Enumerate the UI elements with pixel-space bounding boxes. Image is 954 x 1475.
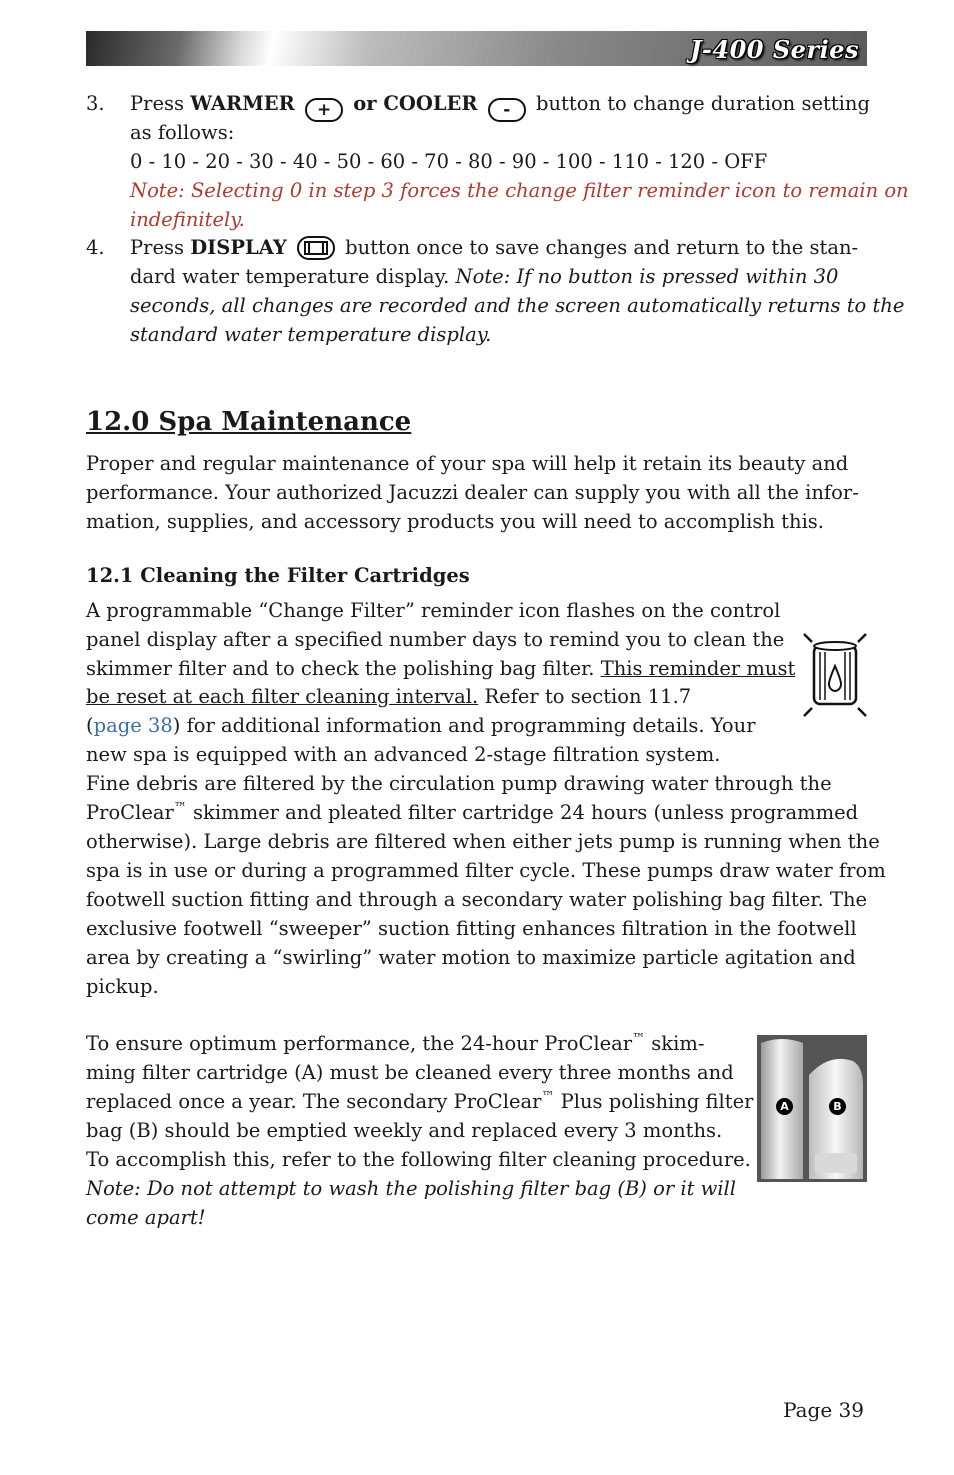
body-line: replaced once a year. The secondary ProClear™ Plus polishing filter bbox=[86, 1089, 754, 1113]
step-number: 3. bbox=[86, 92, 105, 115]
page-38-link[interactable]: page 38 bbox=[93, 714, 173, 737]
intro-line: performance. Your authorized Jacuzzi dealer can supply you with all the infor- bbox=[86, 481, 859, 504]
body-line: ProClear™ skimmer and pleated filter cartridge 24 hours (unless programmed bbox=[86, 800, 859, 824]
subsection-heading: 12.1 Cleaning the Filter Cartridges bbox=[86, 564, 470, 587]
display-button-icon bbox=[297, 236, 335, 260]
warmer-button-icon: + bbox=[305, 98, 343, 122]
body-line: A programmable “Change Filter” reminder icon flashes on the control bbox=[86, 599, 781, 622]
body-line: Fine debris are filtered by the circulation pump drawing water through the bbox=[86, 772, 832, 795]
step-4-line4: standard water temperature display. bbox=[130, 323, 492, 346]
body-line: spa is in use or during a programmed filter cycle. These pumps draw water from bbox=[86, 859, 886, 882]
header-bar bbox=[86, 31, 867, 66]
header-title: J-400 Series bbox=[690, 35, 859, 64]
duration-sequence: 0 - 10 - 20 - 30 - 40 - 50 - 60 - 70 - 80 - 90 - 100 - 110 - 120 - OFF bbox=[130, 150, 768, 173]
body-line: To ensure optimum performance, the 24-hour ProClear™ skim- bbox=[86, 1031, 705, 1055]
filter-cartridges-photo bbox=[757, 1035, 867, 1182]
body-line: area by creating a “swirling” water motion to maximize particle agitation and bbox=[86, 946, 856, 969]
step-number: 4. bbox=[86, 236, 105, 259]
body-line: (page 38) for additional information and programming details. Your bbox=[86, 714, 756, 737]
body-line: footwell suction fitting and through a secondary water polishing bag filter. The bbox=[86, 888, 868, 911]
step-4-line3: seconds, all changes are recorded and the screen automatically returns to the bbox=[130, 294, 905, 317]
step-3-line2: as follows: bbox=[130, 121, 235, 144]
step-3-note: Note: Selecting 0 in step 3 forces the change filter reminder icon to remain on bbox=[130, 179, 909, 202]
body-line: otherwise). Large debris are filtered when either jets pump is running when the bbox=[86, 830, 880, 853]
body-line: be reset at each filter cleaning interval. Refer to section 11.7 bbox=[86, 685, 692, 708]
body-line: exclusive footwell “sweeper” suction fitting enhances filtration in the footwell bbox=[86, 917, 857, 940]
body-line: skimmer filter and to check the polishing bag filter. This reminder must bbox=[86, 657, 796, 680]
intro-line: Proper and regular maintenance of your spa will help it retain its beauty and bbox=[86, 452, 849, 475]
body-line: bag (B) should be emptied weekly and replaced every 3 months. bbox=[86, 1119, 723, 1142]
body-line: ming filter cartridge (A) must be cleaned every three months and bbox=[86, 1061, 734, 1084]
body-line: panel display after a specified number days to remind you to clean the bbox=[86, 628, 785, 651]
change-filter-reminder-icon bbox=[800, 628, 870, 722]
body-line: new spa is equipped with an advanced 2-stage filtration system. bbox=[86, 743, 721, 766]
note-line: Note: Do not attempt to wash the polishing filter bag (B) or it will bbox=[86, 1177, 737, 1200]
intro-line: mation, supplies, and accessory products you will need to accomplish this. bbox=[86, 510, 825, 533]
body-line: To accomplish this, refer to the following filter cleaning procedure. bbox=[86, 1148, 751, 1171]
label-b-badge: B bbox=[829, 1098, 846, 1115]
page-number: Page 39 bbox=[783, 1398, 864, 1422]
step-3-note-cont: indefinitely. bbox=[130, 208, 245, 231]
section-heading: 12.0 Spa Maintenance bbox=[86, 407, 412, 437]
step-3-line1: Press WARMER + or COOLER - button to change duration setting bbox=[130, 92, 870, 120]
body-line: pickup. bbox=[86, 975, 159, 998]
step-4-line2: dard water temperature display. Note: If no button is pressed within 30 bbox=[130, 265, 839, 288]
cooler-button-icon: - bbox=[488, 98, 526, 122]
label-a-badge: A bbox=[776, 1098, 793, 1115]
note-line: come apart! bbox=[86, 1206, 206, 1229]
step-4-line1: Press DISPLAY button once to save changes and return to the stan- bbox=[130, 236, 859, 259]
